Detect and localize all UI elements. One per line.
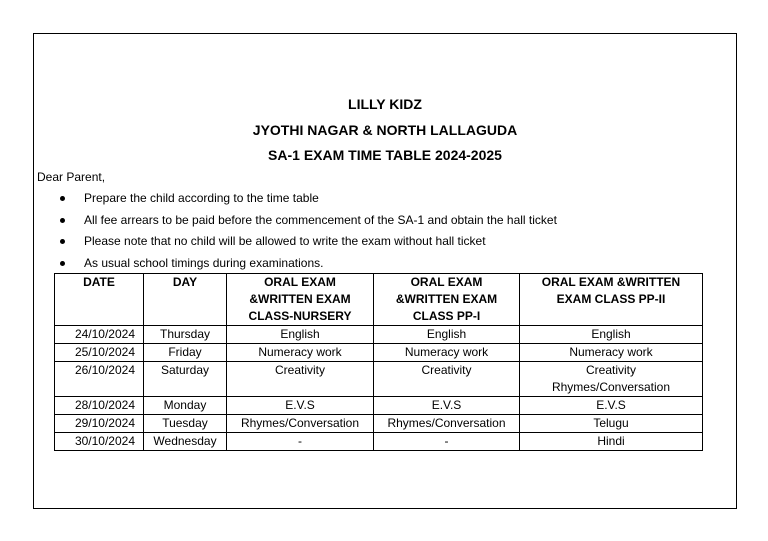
list-item — [60, 191, 557, 213]
table-row — [55, 362, 703, 397]
table-header-row — [55, 274, 703, 326]
subject-cell: Telugu — [520, 415, 703, 433]
greeting: Dear Parent, — [37, 170, 106, 184]
date-cell: 30/10/2024 — [55, 433, 144, 451]
subject-cell: Numeracy work — [374, 344, 520, 362]
subject-cell: Creativity — [374, 362, 520, 397]
branch-name: JYOTHI NAGAR & NORTH LALLAGUDA — [252, 122, 518, 138]
day-cell: Wednesday — [144, 433, 227, 451]
header-pp1: ORAL EXAM &WRITTEN EXAM CLASS PP-I — [374, 274, 520, 326]
bullet-icon — [60, 239, 65, 244]
subject-cell: English — [374, 326, 520, 344]
exam-timetable — [54, 273, 703, 451]
header-pp2: ORAL EXAM &WRITTEN EXAM CLASS PP-II — [520, 274, 703, 326]
subject-cell: English — [227, 326, 374, 344]
note-text: As usual school timings during examinations. — [84, 255, 324, 270]
header-nursery: ORAL EXAM &WRITTEN EXAM CLASS-NURSERY — [227, 274, 374, 326]
subject-cell: Rhymes/Conversation — [374, 415, 520, 433]
date-cell: 26/10/2024 — [55, 362, 144, 397]
day-cell: Saturday — [144, 362, 227, 397]
date-cell: 25/10/2024 — [55, 344, 144, 362]
subject-cell: E.V.S — [374, 397, 520, 415]
note-text: All fee arrears to be paid before the commencement of the SA-1 and obtain the hall ticket — [84, 212, 557, 227]
subject-cell: E.V.S — [227, 397, 374, 415]
subject-cell: Numeracy work — [520, 344, 703, 362]
table-row — [55, 415, 703, 433]
bullet-icon — [60, 196, 65, 201]
list-item — [60, 234, 557, 256]
subject-cell: Creativity — [227, 362, 374, 397]
table-row — [55, 344, 703, 362]
date-cell: 29/10/2024 — [55, 415, 144, 433]
bullet-icon — [60, 218, 65, 223]
subject-cell: - — [227, 433, 374, 451]
school-name: LILLY KIDZ — [348, 96, 422, 112]
list-item — [60, 213, 557, 235]
notes-list — [60, 191, 557, 277]
day-cell: Thursday — [144, 326, 227, 344]
note-text: Please note that no child will be allowed to write the exam without hall ticket — [84, 234, 486, 248]
date-cell: 24/10/2024 — [55, 326, 144, 344]
subject-cell: Numeracy work — [227, 344, 374, 362]
subject-cell: Rhymes/Conversation — [227, 415, 374, 433]
subject-cell: Hindi — [520, 433, 703, 451]
subject-cell: E.V.S — [520, 397, 703, 415]
header-day: DAY — [144, 274, 227, 326]
day-cell: Monday — [144, 397, 227, 415]
header-date: DATE — [55, 274, 144, 326]
note-text: Prepare the child according to the time table — [84, 191, 319, 205]
day-cell: Tuesday — [144, 415, 227, 433]
date-cell: 28/10/2024 — [55, 397, 144, 415]
table-row — [55, 326, 703, 344]
subject-cell: Creativity Rhymes/Conversation — [520, 362, 703, 397]
bullet-icon — [60, 261, 65, 266]
document-title: SA-1 EXAM TIME TABLE 2024-2025 — [268, 147, 502, 163]
subject-cell: English — [520, 326, 703, 344]
day-cell: Friday — [144, 344, 227, 362]
table-row — [55, 397, 703, 415]
table-row — [55, 433, 703, 451]
subject-cell: - — [374, 433, 520, 451]
